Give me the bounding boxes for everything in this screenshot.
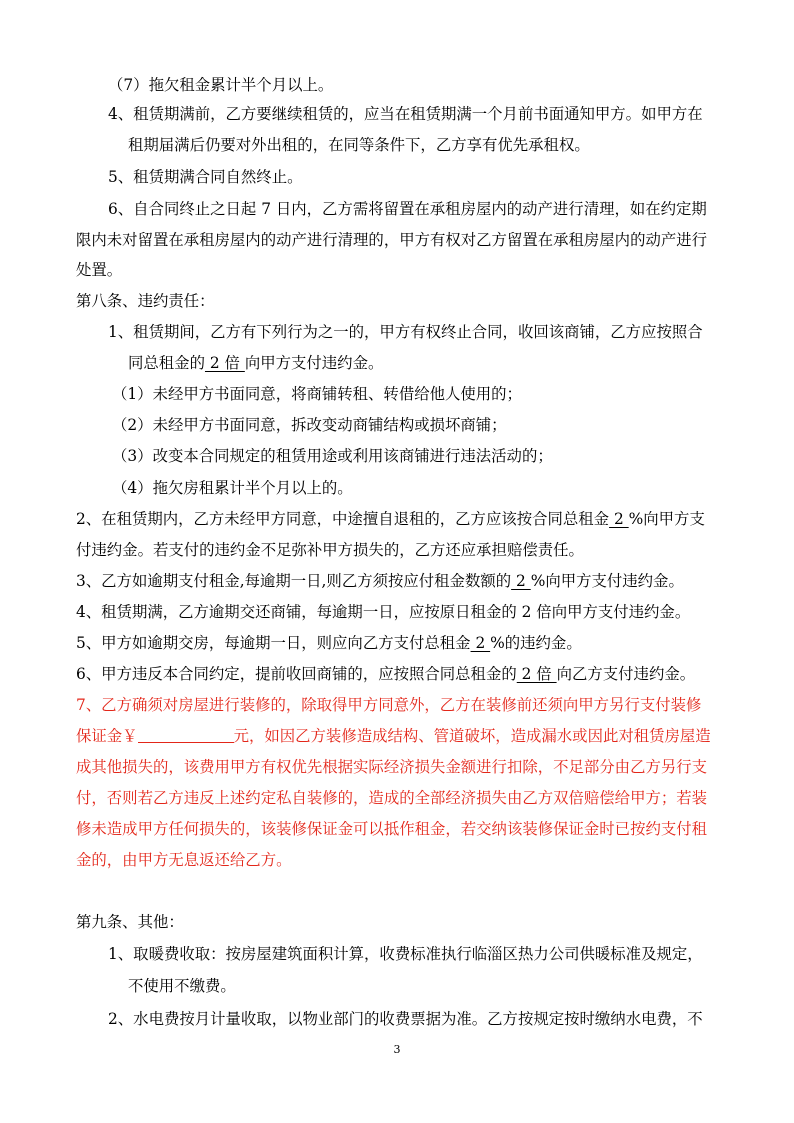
text-segment: 3、乙方如逾期支付租金,每逾期一日,则乙方须按应付租金数额的 [76, 572, 512, 590]
text-segment: 2、在租赁期内，乙方未经甲方同意，中途擅自退租的，乙方应该按合同总租金 [76, 510, 610, 528]
clause-7-para-6-line-1: 6、自合同终止之日起 7 日内，乙方需将留置在承租房屋内的动产进行清理，如在约定期 [108, 200, 707, 218]
underlined-value: 2 [609, 510, 629, 528]
article-9-heading: 第九条、其他： [76, 913, 184, 931]
underlined-value: 2 倍 [204, 354, 245, 372]
page-number: 3 [393, 1043, 401, 1056]
article-9-para-1-line-2: 不使用不缴费。 [128, 977, 236, 995]
article-8-para-7-line-5: 修未造成甲方任何损失的，该装修保证金可以抵作租金，若交纳该装修保证金时已按约支付租 [76, 820, 708, 838]
text-segment: 向乙方支付违约金。 [556, 665, 696, 683]
underlined-value: 2 倍 [516, 665, 557, 683]
article-9-para-2-line-1: 2、水电费按月计量收取，以物业部门的收费票据为准。乙方按规定按时缴纳水电费，不 [108, 1010, 703, 1028]
article-8-para-1-line-2 [128, 353, 383, 373]
clause-7-para-4-line-2: 租期届满后仍要对外出租的，在同等条件下，乙方享有优先承租权。 [128, 136, 590, 154]
article-8-para-2-line-1 [76, 509, 705, 529]
text-segment: 保证金￥ [76, 727, 138, 745]
clause-7-para-4-line-1: 4、租赁期满前，乙方要继续租赁的，应当在租赁期满一个月前书面通知甲方。如甲方在 [108, 105, 703, 123]
article-8-para-5 [76, 633, 582, 653]
underlined-value: 2 [511, 572, 531, 590]
text-segment: 元，如因乙方装修造成结构、管道破坏，造成漏水或因此对租赁房屋造 [233, 727, 711, 745]
article-8-subitem-2: （2）未经甲方书面同意，拆改变动商铺结构或损坏商铺； [112, 416, 507, 434]
article-8-heading: 第八条、违约责任： [76, 292, 215, 310]
article-8-para-6 [76, 664, 695, 684]
article-8-para-7-line-4: 付，否则若乙方违反上述约定私自装修的，造成的全部经济损失由乙方双倍赔偿给甲方；若装 [76, 789, 708, 807]
clause-7-para-6-line-3: 处置。 [76, 261, 123, 279]
text-segment: %向甲方支付违约金。 [530, 572, 684, 590]
article-8-para-1-line-1: 1、租赁期间，乙方有下列行为之一的，甲方有权终止合同，收回该商铺，乙方应按照合 [108, 323, 703, 341]
article-8-para-7-line-3: 成其他损失的，该费用甲方有权优先根据实际经济损失金额进行扣除，不足部分由乙方另行支 [76, 758, 708, 776]
text-segment: 6、甲方违反本合同约定，提前收回商铺的，应按照合同总租金的 [76, 665, 517, 683]
deposit-amount-blank [138, 727, 234, 743]
clause-7-para-6-line-2: 限内未对留置在承租房屋内的动产进行清理的，甲方有权对乙方留置在承租房屋内的动产进行 [76, 231, 708, 249]
article-8-para-7-line-2 [76, 726, 711, 746]
article-8-subitem-3: （3）改变本合同规定的租赁用途或利用该商铺进行违法活动的； [112, 447, 553, 465]
article-8-para-7-line-6: 金的，由甲方无息返还给乙方。 [76, 851, 292, 869]
article-8-para-2-line-2: 付违约金。若支付的违约金不足弥补甲方损失的，乙方还应承担赔偿责任。 [76, 541, 584, 559]
text-segment: %的违约金。 [490, 634, 582, 652]
text-segment: %向甲方支 [628, 510, 705, 528]
text-segment: 同总租金的 [128, 354, 205, 372]
text-segment: 5、甲方如逾期交房，每逾期一日，则应向乙方支付总租金 [76, 634, 471, 652]
article-8-para-3 [76, 571, 684, 591]
clause-7-para-5: 5、租赁期满合同自然终止。 [108, 168, 303, 186]
article-8-subitem-4: （4）拖欠房租累计半个月以上的。 [112, 479, 353, 497]
article-8-para-7-line-1: 7、乙方确须对房屋进行装修的，除取得甲方同意外，乙方在装修前还须向甲方另行支付装修 [76, 696, 702, 714]
article-8-subitem-1: （1）未经甲方书面同意，将商铺转租、转借给他人使用的； [112, 385, 522, 403]
clause-7-item-7: （7）拖欠租金累计半个月以上。 [108, 76, 334, 94]
article-8-para-4: 4、租赁期满，乙方逾期交还商铺，每逾期一日，应按原日租金的 2 倍向甲方支付违约金。 [76, 603, 691, 621]
text-segment: 向甲方支付违约金。 [244, 354, 384, 372]
article-9-para-1-line-1: 1、取暖费收取：按房屋建筑面积计算，收费标准执行临淄区热力公司供暖标准及规定， [108, 945, 703, 963]
underlined-value: 2 [470, 634, 491, 652]
